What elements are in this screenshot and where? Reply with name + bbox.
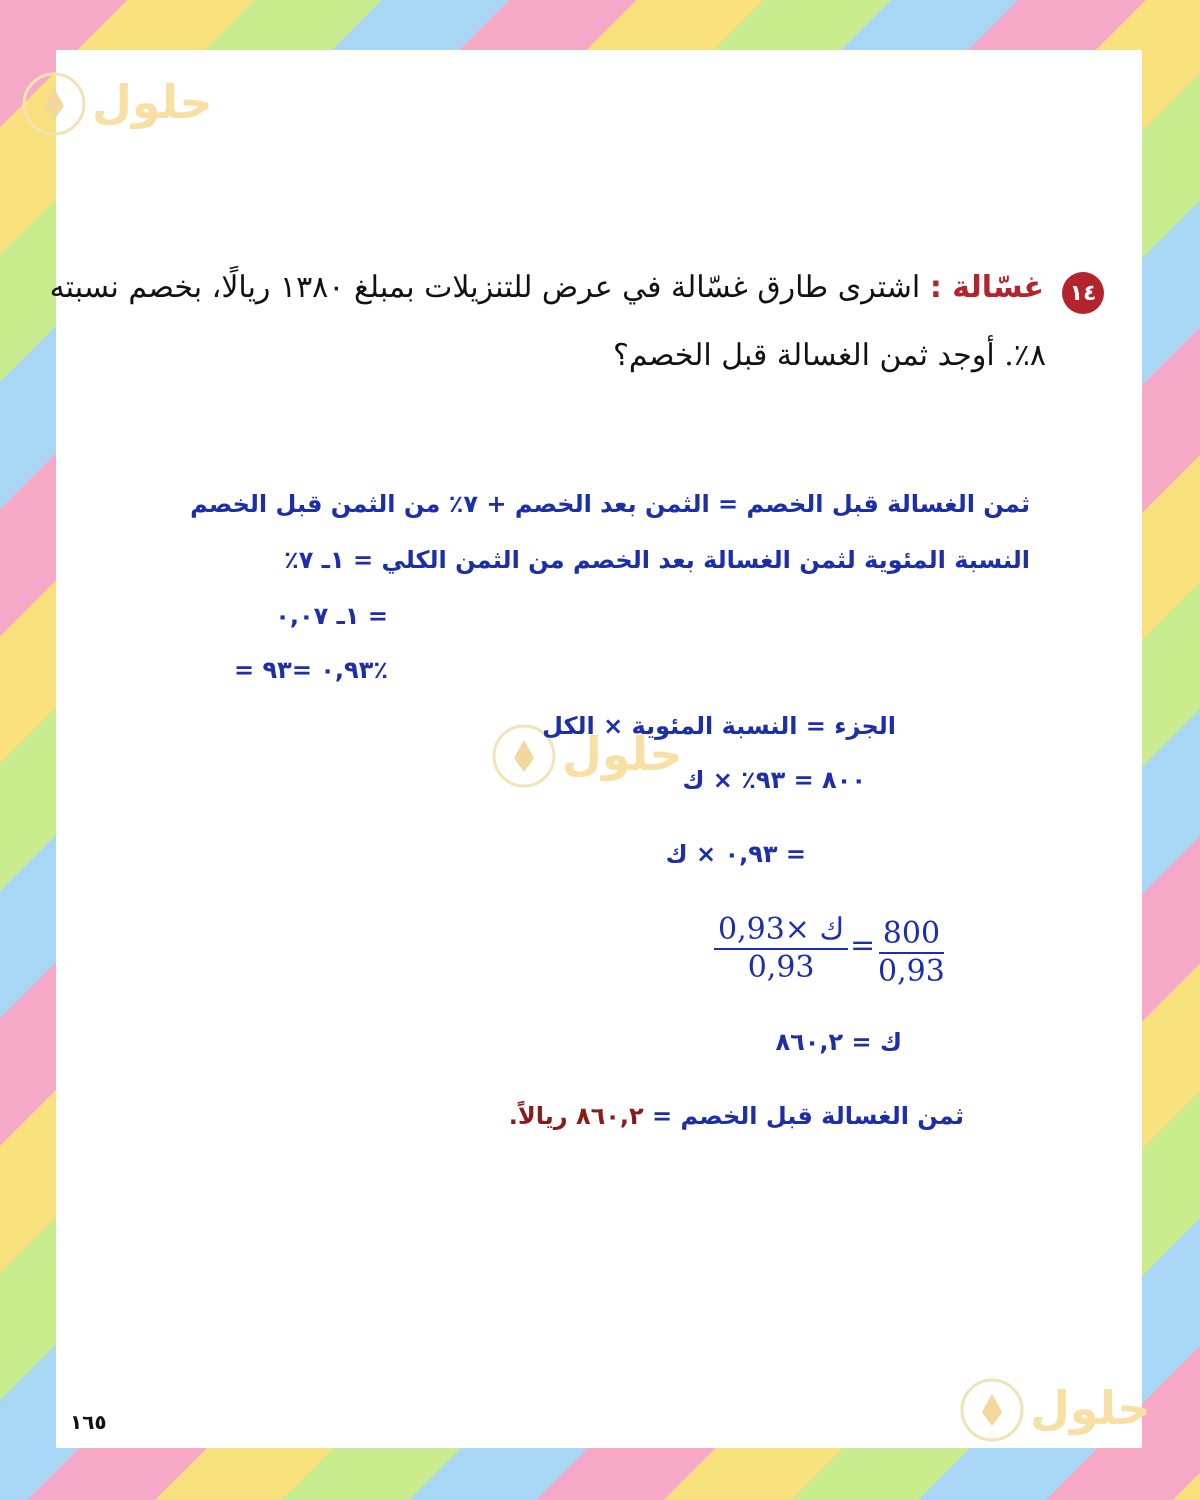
fraction-left-denominator: 0,93: [747, 950, 815, 985]
watermark-logo: [22, 68, 222, 138]
hulul-logo-icon: [960, 1374, 1160, 1444]
final-answer-label: ثمن الغسالة قبل الخصم =: [652, 1102, 964, 1130]
solution-line-3: = ١ـ ٠,٠٧: [275, 602, 388, 630]
fraction-right: [878, 916, 945, 990]
problem-number: ١٤: [1069, 280, 1097, 306]
problem-line-2: [346, 338, 1046, 373]
logo-text: حلول: [1030, 1381, 1151, 1435]
final-answer-value: ٨٦٠,٢ ريالاً.: [508, 1102, 644, 1130]
final-answer: [364, 1102, 964, 1130]
solution-line-1: ثمن الغسالة قبل الخصم = الثمن بعد الخصم + ٧٪ من الثمن قبل الخصم: [190, 490, 1030, 518]
solution-line-8: ك = ٨٦٠,٢: [775, 1028, 902, 1056]
solution-line-4: = ٠,٩٣ =٩٣٪: [234, 656, 388, 684]
watermark-logo-bottom: [960, 1374, 1160, 1444]
logo-text: حلول: [562, 727, 683, 781]
solution-line-7: = ٠,٩٣ × ك: [665, 840, 806, 868]
page-number: ١٦٥: [70, 1410, 107, 1434]
fraction-right-denominator: 0,93: [878, 954, 945, 989]
logo-text: حلول: [92, 75, 213, 129]
fraction-right-numerator: 800: [879, 916, 944, 954]
problem-line-1: [49, 270, 1044, 305]
problem-text-2: ٨٪. أوجد ثمن الغسالة قبل الخصم؟: [612, 338, 1046, 373]
solution-line-5: الجزء = النسبة المئوية × الكل: [542, 712, 896, 740]
fraction-left-numerator: ك ×0,93: [714, 912, 848, 950]
solution-line-2: النسبة المئوية لثمن الغسالة بعد الخصم من الثمن الكلي = ١ـ ٧٪: [284, 546, 1030, 574]
problem-number-badge: [1062, 272, 1104, 314]
problem-keyword: غسّالة :: [929, 270, 1044, 305]
fraction-equals: =: [850, 928, 876, 963]
solution-line-6: ٨٠٠ = ٩٣٪ × ك: [682, 766, 866, 794]
fraction-left: [714, 912, 848, 986]
page-sheet: [49, 50, 1151, 1448]
hulul-logo-icon: [22, 68, 222, 138]
problem-text-1: اشترى طارق غسّالة في عرض للتنزيلات بمبلغ ١٣٨٠ ريالًا، بخصم نسبته: [49, 270, 921, 305]
